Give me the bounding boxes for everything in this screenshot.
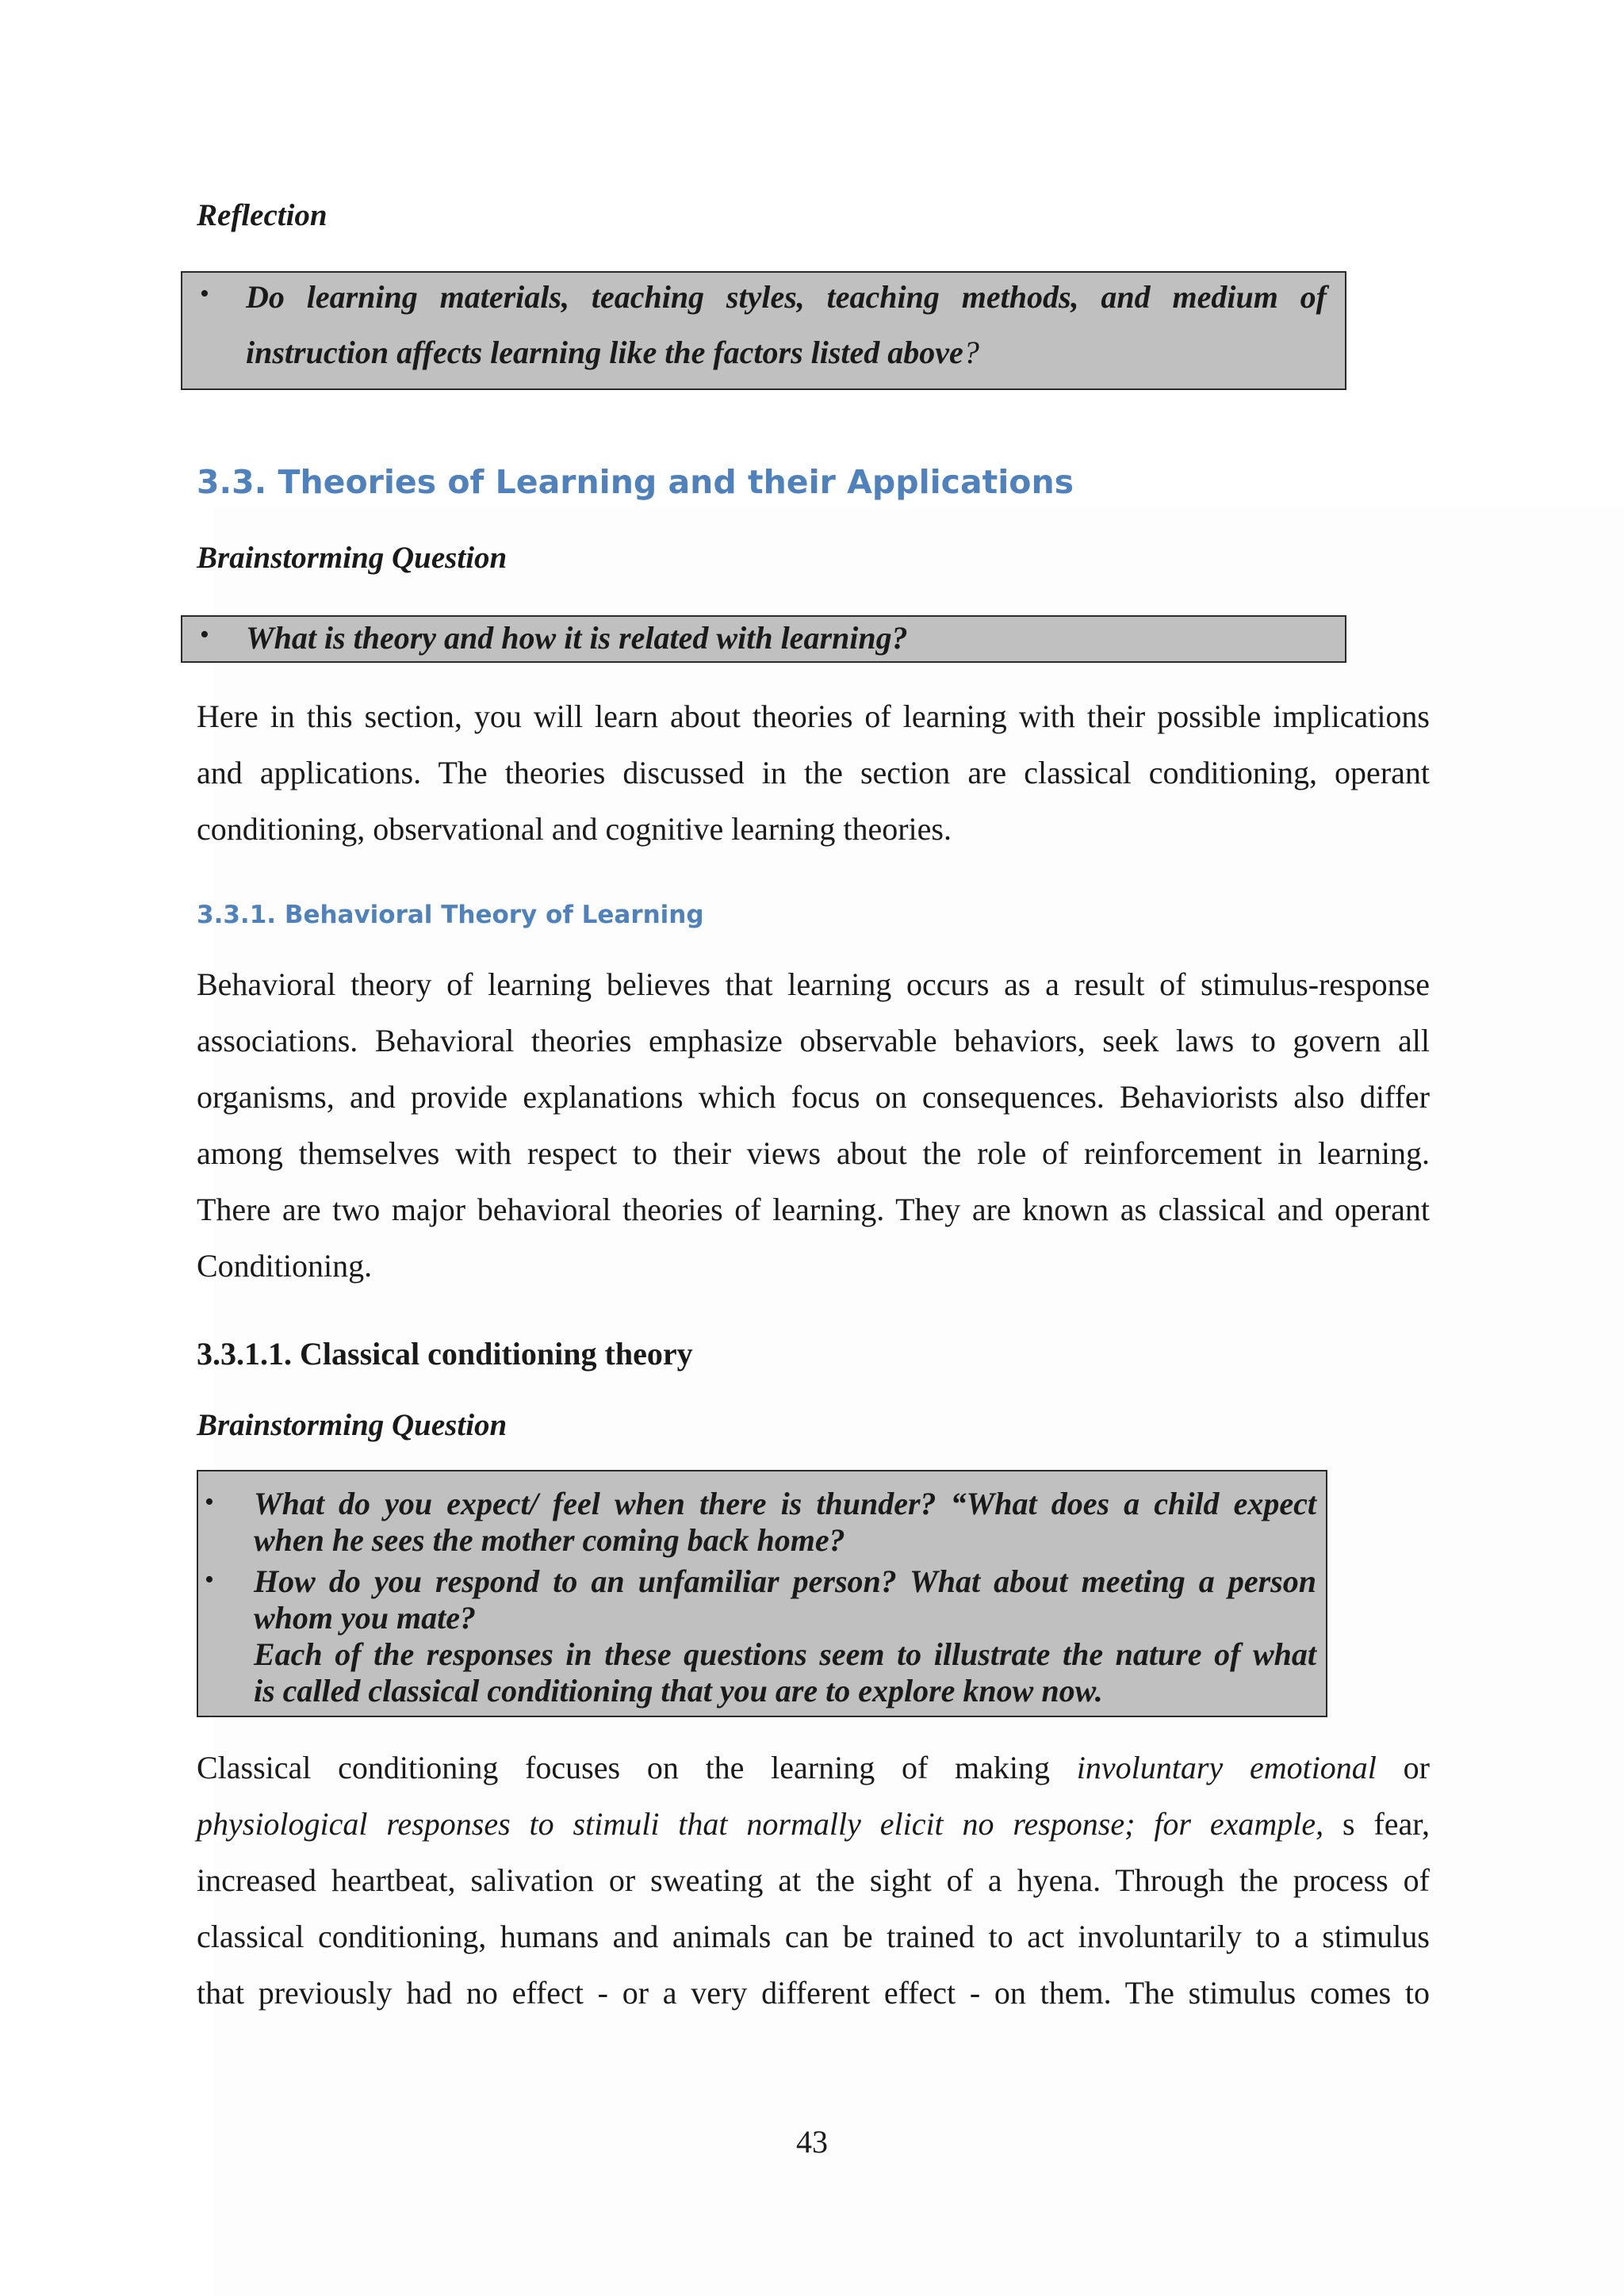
bullet-icon: • [205,1487,214,1517]
paragraph-line: that previously had no effect - or a very different effect - on them. The stimulus comes to [197,1975,1430,2011]
paragraph-line: organisms, and provide explanations which focus on consequences. Behaviorists also differ [197,1079,1430,1115]
brainstorm-label-1: Brainstorming Question [197,541,508,575]
brainstorm-bullet-1: What is theory and how it is related with learning? [246,620,908,656]
paragraph-line: Conditioning. [197,1248,373,1284]
section-heading-3-3-1: 3.3.1. Behavioral Theory of Learning [197,901,704,929]
paragraph-line: among themselves with respect to their views about the role of reinforcement in learning. [197,1135,1430,1171]
box-line: How do you respond to an unfamiliar person? What about meeting a person [254,1563,1316,1599]
reflection-bullet-line-2: instruction affects learning like the factors listed above? [246,335,979,370]
paragraph-line: increased heartbeat, salivation or sweating at the sight of a hyena. Through the process of [197,1862,1430,1898]
paragraph-line: associations. Behavioral theories emphasize observable behaviors, seek laws to govern all [197,1023,1430,1058]
paragraph-line-mixed: Classical conditioning focuses on the learning of making involuntary emotional or [197,1750,1430,1785]
box-line: whom you mate? [254,1600,477,1636]
paragraph-line: Behavioral theory of learning believes that learning occurs as a result of stimulus-response [197,966,1430,1002]
brainstorm-label-2: Brainstorming Question [197,1408,508,1442]
paragraph-line: conditioning, observational and cognitive learning theories. [197,811,952,847]
box-line: is called classical conditioning that you are to explore know now. [254,1673,1103,1709]
paragraph-line: Here in this section, you will learn about theories of learning with their possible implications [197,698,1430,734]
box-line: when he sees the mother coming back home? [254,1522,845,1558]
paragraph-line: There are two major behavioral theories of learning. They are known as classical and operant [197,1192,1430,1227]
bullet-icon: • [205,1565,214,1594]
reflection-heading: Reflection [197,198,327,232]
paragraph-line: and applications. The theories discussed in the section are classical conditioning, operant [197,755,1430,790]
brainstorm-box-2 [197,1470,1327,1717]
reflection-bullet-line-1: Do learning materials, teaching styles, teaching methods, and medium of [246,279,1327,315]
brainstorm-box-1 [181,615,1346,663]
paragraph-line: classical conditioning, humans and animals can be trained to act involuntarily to a stimulus [197,1919,1430,1954]
reflection-box [181,271,1346,390]
bullet-icon: • [200,620,209,649]
bullet-icon: • [200,279,209,308]
box-line: What do you expect/ feel when there is thunder? “What does a child expect [254,1486,1316,1521]
box-line: Each of the responses in these questions seem to illustrate the nature of what [254,1636,1316,1672]
paragraph-line-mixed: physiological responses to stimuli that normally elicit no response; for example, s fear, [197,1806,1430,1842]
section-heading-3-3: 3.3. Theories of Learning and their Applications [197,463,1074,501]
section-heading-3-3-1-1: 3.3.1.1. Classical conditioning theory [197,1336,693,1372]
page-number: 43 [796,2124,828,2160]
